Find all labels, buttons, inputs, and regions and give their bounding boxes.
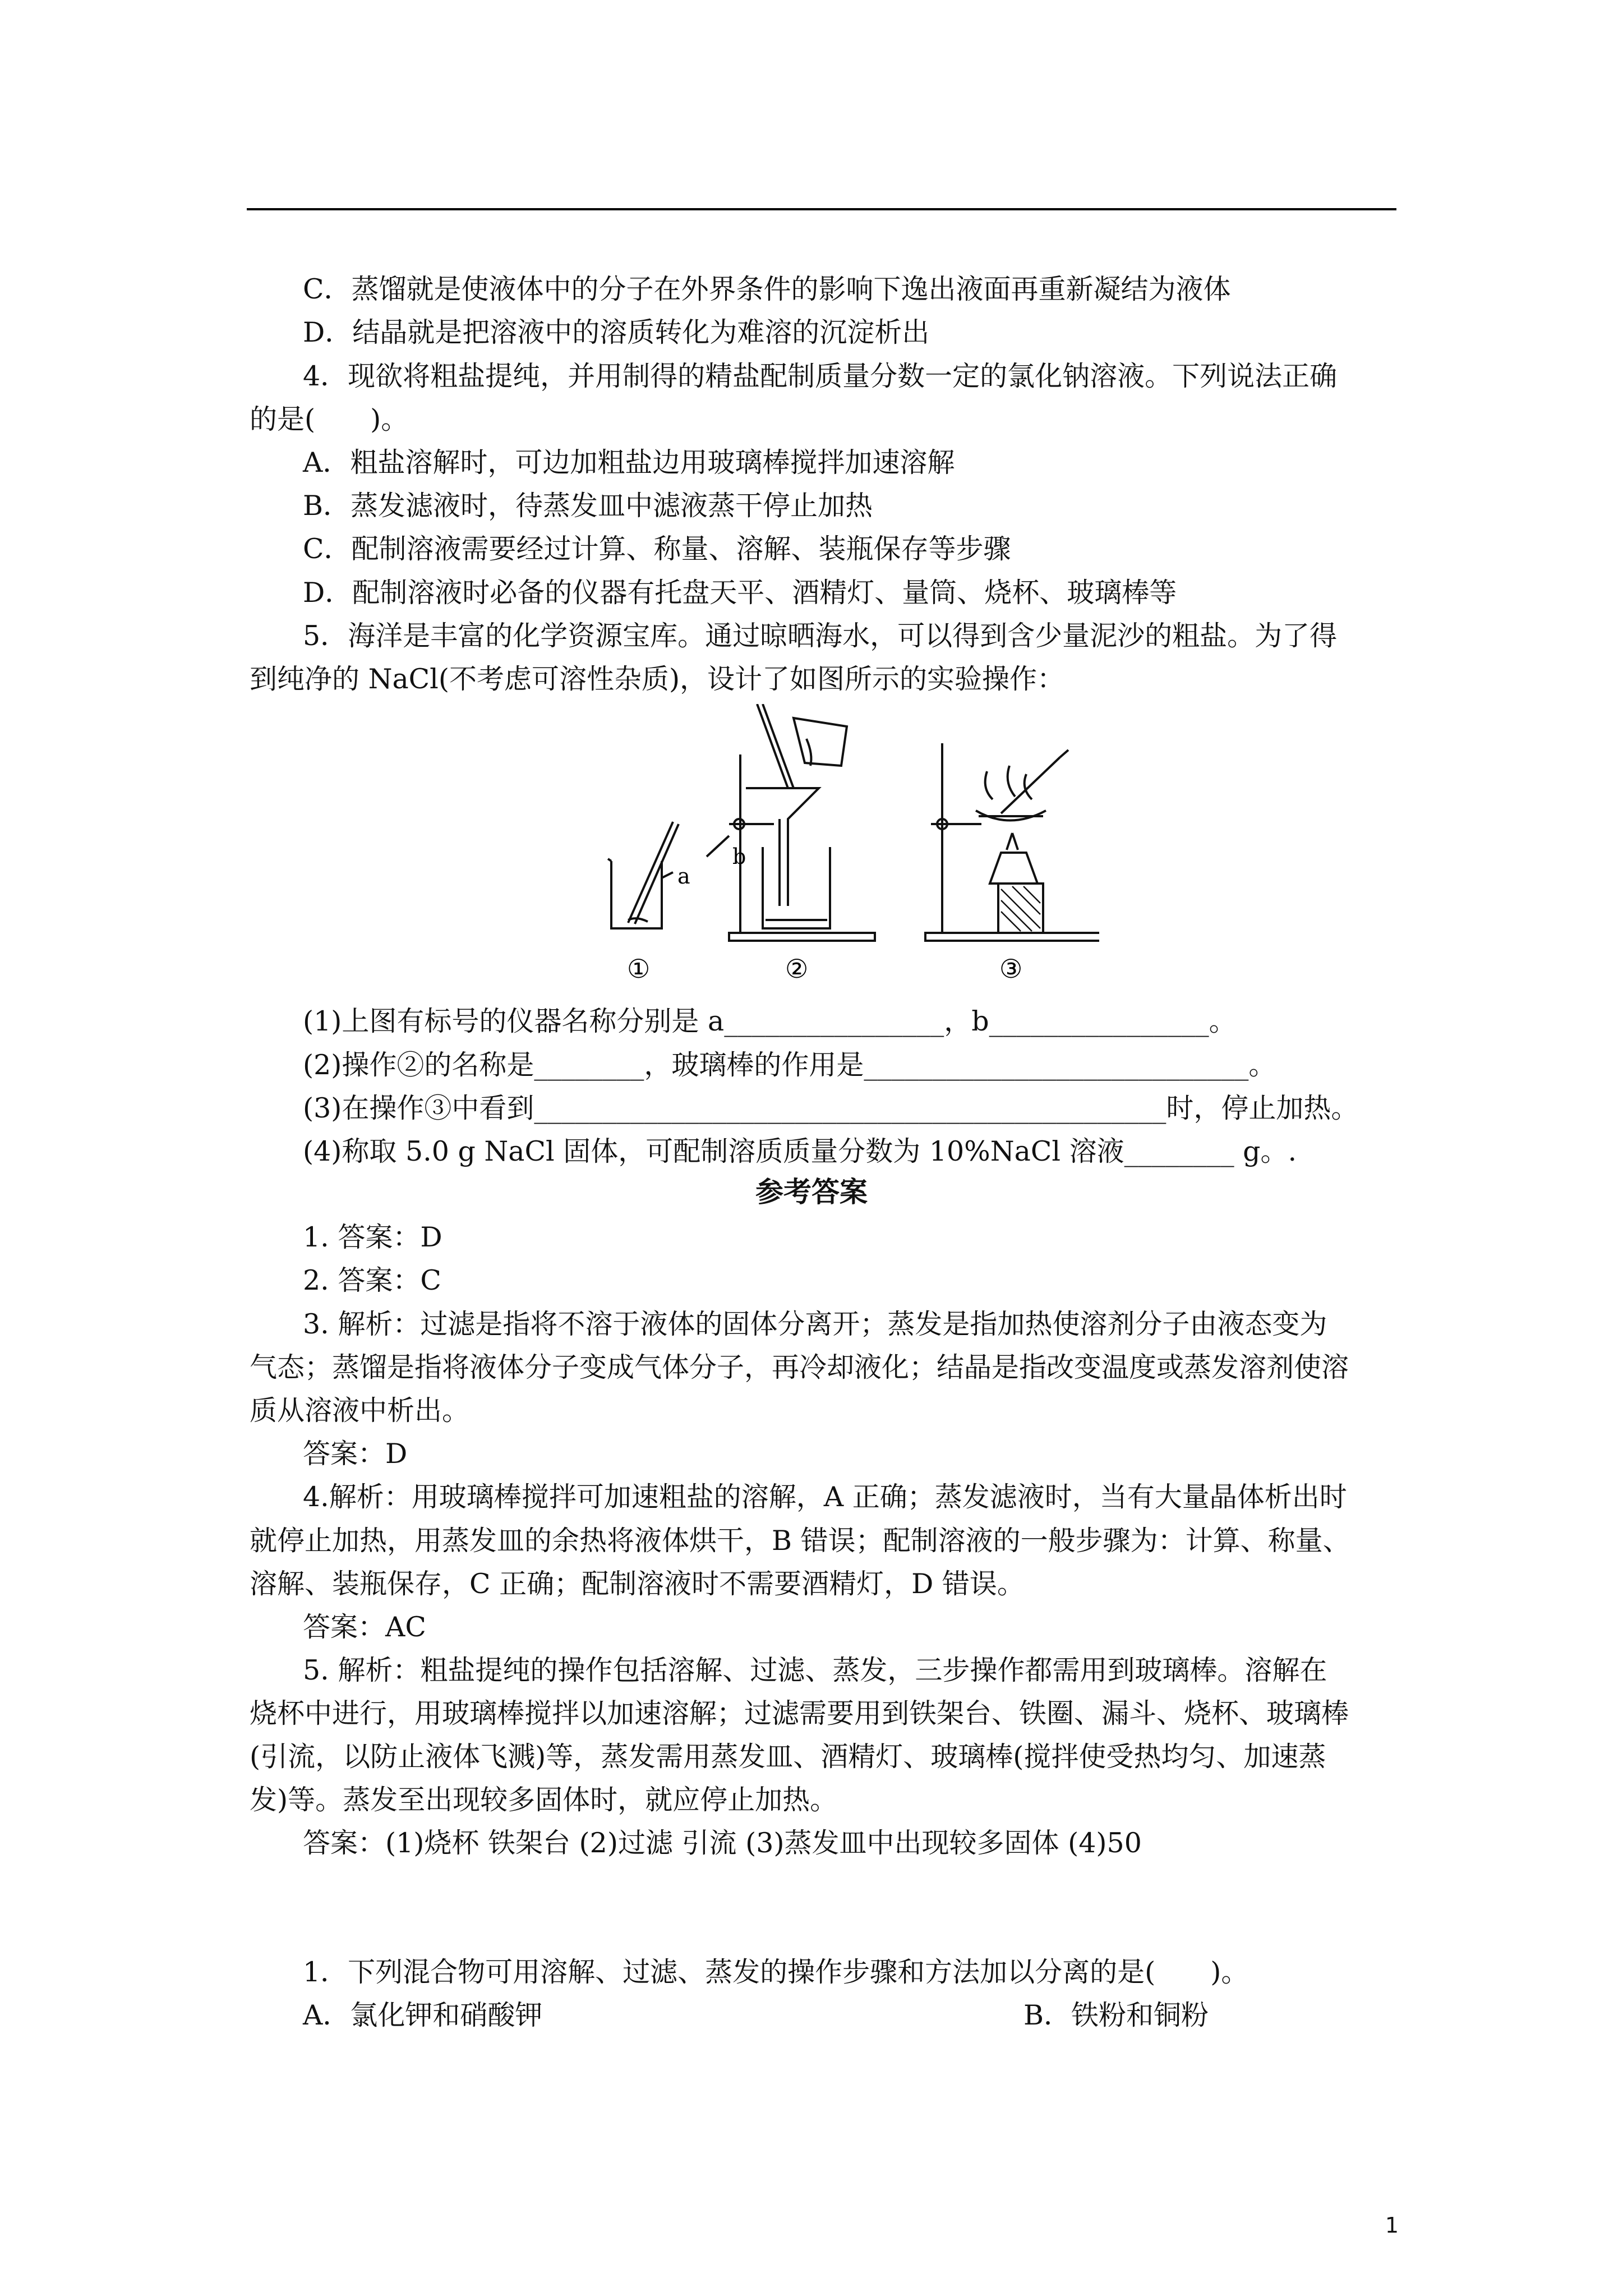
text-line: C．配制溶液需要经过计算、称量、溶解、装瓶保存等步骤	[303, 533, 1011, 565]
answer-line: 2. 答案：C	[303, 1264, 441, 1296]
answer-line: (引流，以防止液体飞溅)等，蒸发需用蒸发皿、酒精灯、玻璃棒(搅拌使受热均匀、加速蒸	[250, 1741, 1326, 1773]
text-line: 的是( )。	[250, 403, 409, 435]
answer-line: 质从溶液中析出。	[250, 1395, 470, 1427]
text-line: A．粗盐溶解时，可边加粗盐边用玻璃棒搅拌加速溶解	[303, 447, 955, 478]
text-line: B．蒸发滤液时，待蒸发皿中滤液蒸干停止加热	[303, 490, 873, 522]
text-line: 5．海洋是丰富的化学资源宝库。通过晾晒海水，可以得到含少量泥沙的粗盐。为了得	[303, 620, 1338, 652]
label-a: a	[677, 864, 690, 889]
answer-line: 4.解析：用玻璃棒搅拌可加速粗盐的溶解，A 正确；蒸发滤液时，当有大量晶体析出时	[303, 1481, 1347, 1513]
text-line: D．结晶就是把溶液中的溶质转化为难溶的沉淀析出	[303, 316, 930, 348]
answer-line: 气态；蒸馏是指将液体分子变成气体分子，再冷却液化；结晶是指改变温度或蒸发溶剂使溶	[250, 1351, 1349, 1383]
answer-line: 溶解、装瓶保存，C 正确；配制溶液时不需要酒精灯，D 错误。	[250, 1568, 1025, 1600]
caption-2: ②	[785, 954, 809, 984]
answer-line: 5. 解析：粗盐提纯的操作包括溶解、过滤、蒸发，三步操作都需用到玻璃棒。溶解在	[303, 1654, 1327, 1686]
sub-question: (2)操作②的名称是________，玻璃棒的作用是____________________________。	[303, 1049, 1276, 1081]
sub-question: (1)上图有标号的仪器名称分别是 a________________，b________________。	[303, 1005, 1237, 1037]
option-b: B．铁粉和铜粉	[1023, 1999, 1209, 2031]
option-a: A．氯化钾和硝酸钾	[303, 1999, 543, 2031]
answer-line: 答案：(1)烧杯 铁架台 (2)过滤 引流 (3)蒸发皿中出现较多固体 (4)50	[303, 1827, 1142, 1859]
label-b: b	[732, 844, 746, 869]
experiment-figure	[594, 704, 1099, 990]
answer-line: 就停止加热，用蒸发皿的余热将液体烘干，B 错误；配制溶液的一般步骤为：计算、称量、	[250, 1525, 1350, 1557]
answer-line: 答案：AC	[303, 1611, 426, 1643]
next-question: 1．下列混合物可用溶解、过滤、蒸发的操作步骤和方法加以分离的是( )。	[303, 1956, 1249, 1988]
page-number: 1	[1385, 2213, 1399, 2238]
answer-line: 1. 答案：D	[303, 1221, 442, 1253]
answer-line: 烧杯中进行，用玻璃棒搅拌以加速溶解；过滤需要用到铁架台、铁圈、漏斗、烧杯、玻璃棒	[250, 1697, 1349, 1729]
sub-question: (3)在操作③中看到______________________________________________时，停止加热。	[303, 1092, 1359, 1124]
answer-line: 答案：D	[303, 1438, 408, 1470]
answer-line: 3. 解析：过滤是指将不溶于液体的固体分离开；蒸发是指加热使溶剂分子由液态变为	[303, 1308, 1327, 1340]
caption-3: ③	[999, 954, 1023, 984]
answer-line: 发)等。蒸发至出现较多固体时，就应停止加热。	[250, 1784, 838, 1816]
answer-title: 参考答案	[755, 1175, 868, 1208]
header-rule	[247, 208, 1396, 210]
text-line: 4．现欲将粗盐提纯，并用制得的精盐配制质量分数一定的氯化钠溶液。下列说法正确	[303, 360, 1338, 392]
caption-1: ①	[627, 954, 651, 984]
text-line: 到纯净的 NaCl(不考虑可溶性杂质)，设计了如图所示的实验操作：	[250, 663, 1065, 695]
text-line: D．配制溶液时必备的仪器有托盘天平、酒精灯、量筒、烧杯、玻璃棒等	[303, 577, 1177, 609]
sub-question: (4)称取 5.0 g NaCl 固体，可配制溶质质量分数为 10%NaCl 溶液________ g。.	[303, 1135, 1297, 1167]
text-line: C．蒸馏就是使液体中的分子在外界条件的影响下逸出液面再重新凝结为液体	[303, 273, 1231, 305]
